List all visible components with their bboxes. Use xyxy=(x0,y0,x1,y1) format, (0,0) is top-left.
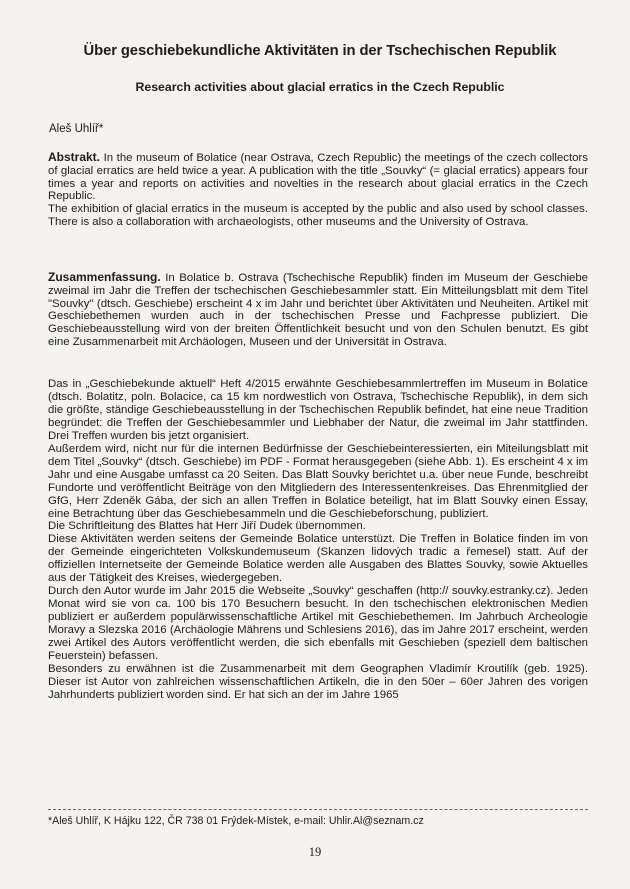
page-subtitle: Research activities about glacial erratics in the Czech Republic xyxy=(135,80,505,94)
body-paragraph: Das in „Geschiebekunde aktuell“ Heft 4/2015 erwähnte Geschiebesammlertreffen im Museum in Bolatice (dtsch. Bolatitz, poln. Bolacice, ca 15 km nordwestlich von Ostrava, Tschechische Republik), in dem sich die größte, ständige Geschiebeausstellung in der Tschechischen Republik befindet, hat eine neue Tradition begründet: die Treffen der Geschiebesammler und Liebhaber der Natur, die zweimal im Jahr stattfinden. Drei Treffen wurden bis jetzt organisiert. xyxy=(48,378,588,442)
abstract-text-1: In the museum of Bolatice (near Ostrava, Czech Republic) the meetings of the czech collectors of glacial erratics are held twice a year. A publication with the title „Souvky“ (= glacial erratics) appears four times a year and reports on activities and novelties in the research about glacial erratics in the Czech Republic. xyxy=(48,152,588,203)
abstract-section xyxy=(48,151,588,229)
abstract-heading: Abstrakt. xyxy=(48,150,101,164)
zusammenfassung-paragraph xyxy=(48,271,588,349)
author-footnote: *Aleš Uhlíř, K Hájku 122, ČR 738 01 Frýdek-Místek, e-mail: Uhlir.Al@seznam.cz xyxy=(48,815,424,827)
page-number: 19 xyxy=(308,845,322,859)
body-paragraph: Durch den Autor wurde im Jahr 2015 die Webseite „Souvky“ geschaffen (http:// souvky.estranky.cz). Jeden Monat wird sie von ca. 100 bis 170 Besuchern besucht. In den tschechischen elektronischen Medien publiziert er außerdem populärwissenschaftliche Artikel mit Geschiebethemen. Im Jahrbuch Archeologie Moravy a Slezska 2016 (Archäologie Mährens und Schlesiens 2016), das im Jahre 2017 erscheint, werden zwei Artikel des Autors veröffentlicht werden, die sich ebenfalls mit Geschieben (speziell dem baltischen Feuerstein) befassen. xyxy=(48,585,588,663)
zusammenfassung-text: In Bolatice b. Ostrava (Tschechische Republik) finden im Museum der Geschiebe zweimal im Jahr die Treffen der tschechischen Geschiebesammler statt. Ein Mitteilungsblatt mit dem Titel "Souvky" (dtsch. Geschiebe) erscheint 4 x im Jahr und berichtet über Aktivitäten und Neuheiten. Artikel mit Geschiebethemen wurden auch in der tschechischen Presse und Fachpresse publiziert. Die Geschiebeausstellung wird von der breiten Öffentlichkeit besucht und von den Schulen benutzt. Es gibt eine Zusammenarbeit mit Archäologen, Museen und der Universität in Ostrava. xyxy=(48,272,588,348)
zusammenfassung-heading: Zusammenfassung. xyxy=(48,270,161,284)
abstract-paragraph-1 xyxy=(48,151,588,203)
body-text xyxy=(48,378,588,702)
body-paragraph: Diese Aktivitäten werden seitens der Gemeinde Bolatice unterstüzt. Die Treffen in Bolatice finden im von der Gemeinde eingerichteten Volkskundemuseum (Skanzen lidových tradic a řemesel) statt. Auf der offiziellen Internetseite der Gemeinde Bolatice werden alle Ausgaben des Blattes Souvky, sowie Aktuelles aus der Tätigkeit des Kreises, wiedergegeben. xyxy=(48,533,588,585)
zusammenfassung-section xyxy=(48,271,588,349)
body-paragraph: Besonders zu erwähnen ist die Zusammenarbeit mit dem Geographen Vladimír Kroutilík (geb. 1925). Dieser ist Autor von zahlreichen wissenschaftlichen Artikeln, die in den 50er – 60er Jahren des vorigen Jahrhunderts publiziert worden sind. Er hat sich an der im Jahre 1965 xyxy=(48,662,588,701)
author: Aleš Uhlíř* xyxy=(49,123,104,135)
body-paragraph: Außerdem wird, nicht nur für die internen Bedürfnisse der Geschiebeinteressierten, ein Miteilungsblatt mit dem Titel „Souvky“ (dtsch. Geschiebe) im PDF - Format herausgegeben (siehe Abb. 1). Es erscheint 4 x im Jahr und eine Ausgabe umfasst ca 20 Seiten. Das Blatt Souvky berichtet u.a. über neue Funde, beschreibt Fundorte und veröffentlicht Beiträge von den Mitgliedern des Interessentenkreises. Das Ehrenmitglied der GfG, Herr Zdeněk Gába, der sich an allen Treffen in Bolatice beteiligt, hat im Blatt Souvky einen Essay, eine Betrachtung über das Geschiebesammeln und die Geschiebeforschung, publiziert. xyxy=(48,442,588,520)
page-title: Über geschiebekundliche Aktivitäten in der Tschechischen Republik xyxy=(83,43,557,59)
footnote-divider xyxy=(48,809,588,810)
body-paragraph: Die Schriftleitung des Blattes hat Herr Jiří Dudek übernommen. xyxy=(48,520,366,533)
abstract-paragraph-2: The exhibition of glacial erratics in the museum is accepted by the public and also used by school classes. There is also a collaboration with archaeologists, other museums and the University of Ostrava. xyxy=(48,203,588,228)
